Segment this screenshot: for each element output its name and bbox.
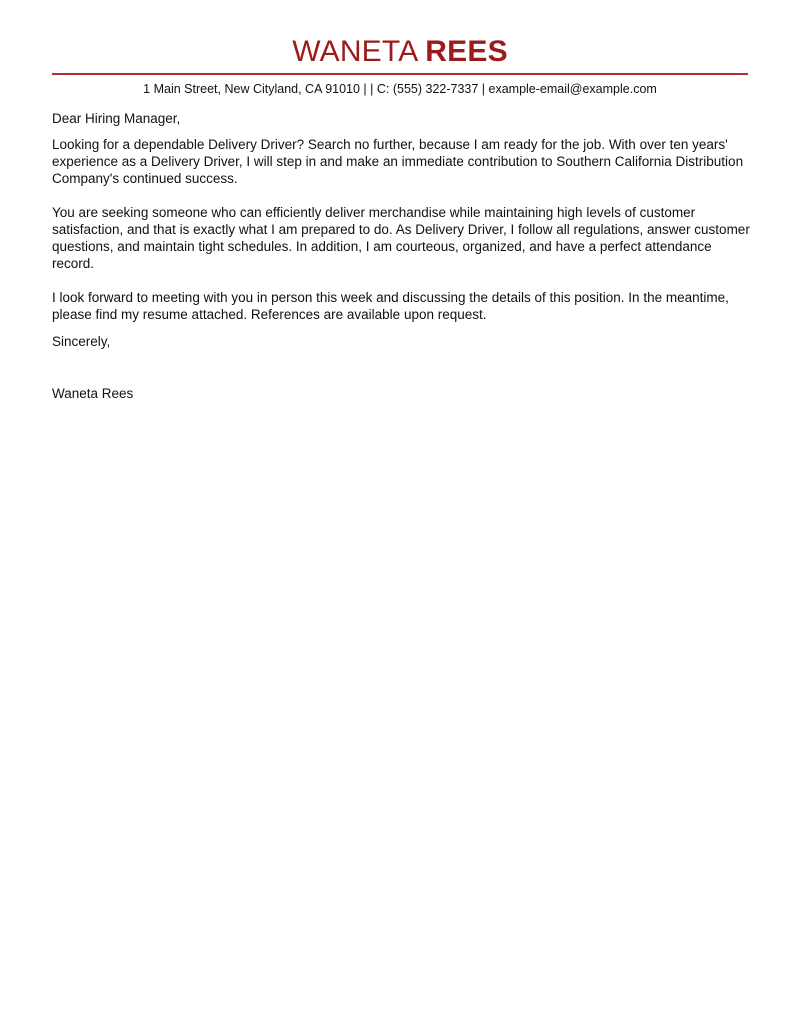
signature-name: Waneta Rees [52,386,134,401]
contact-line: 1 Main Street, New Cityland, CA 91010 | | C: (555) 322-7337 | example-email@example.com [143,82,657,96]
first-name: WANETA [292,35,417,68]
applicant-name-header [0,33,800,71]
paragraph-intro: Looking for a dependable Delivery Driver? Search no further, because I am ready for the job. With over ten years' experience as a Delivery Driver, I will step in and make an immediate contribution to Southern California Distribution Company's continued success. [52,137,744,186]
paragraph-qualifications: You are seeking someone who can efficiently deliver merchandise while maintaining high levels of customer satisfaction, and that is exactly what I am prepared to do. As Delivery Driver, I follow all regulations, answer customer questions, and maintain tight schedules. In addition, I am courteous, organized, and have a perfect attendance record. [52,205,750,271]
greeting: Dear Hiring Manager, [52,111,181,126]
last-name: REES [425,35,508,68]
paragraph-closing: I look forward to meeting with you in person this week and discussing the details of this position. In the meantime, please find my resume attached. References are available upon request. [52,290,729,322]
header-divider [52,73,748,75]
closing-salutation: Sincerely, [52,334,111,349]
